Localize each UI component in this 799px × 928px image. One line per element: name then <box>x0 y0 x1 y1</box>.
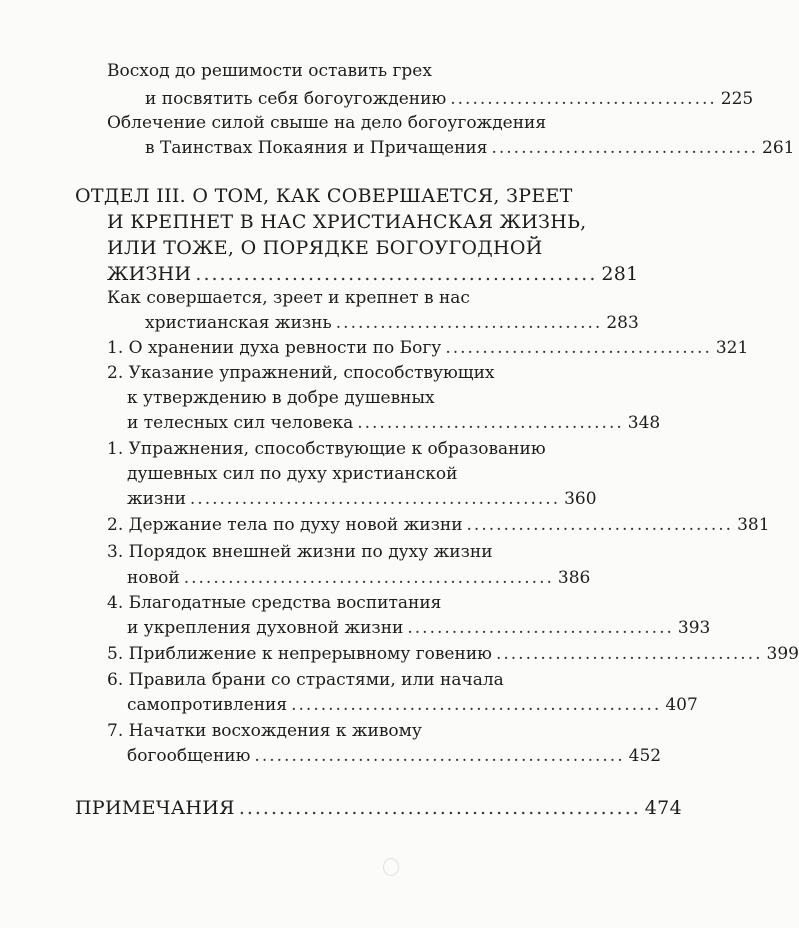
toc-entry-text: 1. О хранении духа ревности по Богу <box>107 338 442 358</box>
toc-page-number: 393 <box>677 618 711 638</box>
page-footer-mark <box>383 858 399 876</box>
toc-entry-line <box>127 742 662 770</box>
toc-entry-text: богообщению <box>127 746 251 766</box>
toc-entry-text: 4. Благодатные средства воспитания <box>107 593 442 613</box>
toc-entry-text: 5. Приближение к непрерывному говению <box>107 644 492 664</box>
toc-entry-text: и посвятить себя богоугождению <box>145 89 447 109</box>
toc-entry-text: Восход до решимости оставить грех <box>107 61 432 81</box>
toc-page-number: 281 <box>601 263 639 285</box>
toc-leader-dots: .................................... <box>495 644 763 664</box>
toc-entry-line <box>107 435 587 463</box>
toc-entry-line <box>127 460 587 488</box>
toc-entry-line <box>107 109 587 137</box>
toc-section-line <box>107 208 587 236</box>
toc-page-number: 474 <box>644 797 682 819</box>
toc-leader-dots: .................................................. <box>189 489 561 509</box>
toc-entry-line <box>107 589 587 617</box>
toc-entry-text: в Таинствах Покаяния и Причащения <box>145 138 488 158</box>
toc-page-number: 348 <box>627 413 661 433</box>
toc-entry-line <box>145 309 639 337</box>
toc-page-number: 452 <box>628 746 662 766</box>
toc-page-number: 283 <box>606 313 639 333</box>
toc-entry-line <box>107 640 799 668</box>
toc-entry-text: к утверждению в добре душевных <box>127 388 435 408</box>
toc-entry-text: христианская жизнь <box>145 313 332 333</box>
toc-section-line <box>75 182 587 210</box>
toc-leader-dots: .................................................. <box>238 797 641 819</box>
toc-entry-text: 7. Начатки восхождения к живому <box>107 721 422 741</box>
toc-section-text: ЖИЗНИ <box>107 263 192 285</box>
toc-page-number: 381 <box>737 515 770 535</box>
toc-entry-text: Облечение силой свыше на дело богоугождения <box>107 113 547 133</box>
toc-page-number: 321 <box>715 338 749 358</box>
toc-entry-line <box>107 57 587 85</box>
toc-leader-dots: .................................................. <box>254 746 625 766</box>
toc-entry-text: 3. Порядок внешней жизни по духу жизни <box>107 542 493 562</box>
toc-page-number: 386 <box>557 568 591 588</box>
toc-section-text: И КРЕПНЕТ В НАС ХРИСТИАНСКАЯ ЖИЗНЬ, <box>107 211 587 233</box>
toc-leader-dots: .................................................. <box>195 263 598 285</box>
toc-leader-dots: .................................... <box>491 138 759 158</box>
toc-entry-line <box>107 359 587 387</box>
toc-entry-line <box>107 717 587 745</box>
toc-leader-dots: .................................... <box>407 618 674 638</box>
toc-entry-text: жизни <box>127 489 186 509</box>
toc-entry-line <box>127 614 711 642</box>
toc-entry-text: 2. Указание упражнений, способствующих <box>107 363 495 383</box>
toc-entry-line <box>107 511 770 539</box>
toc-entry-text: душевных сил по духу христианской <box>127 464 458 484</box>
toc-page-number: 399 <box>766 644 799 664</box>
toc-leader-dots: .................................... <box>450 89 717 109</box>
toc-entry-text: и укрепления духовной жизни <box>127 618 404 638</box>
toc-section-text: ОТДЕЛ III. О ТОМ, КАК СОВЕРШАЕТСЯ, ЗРЕЕТ <box>75 185 573 207</box>
toc-entry-line <box>127 485 597 513</box>
toc-entry-text: 6. Правила брани со страстями, или начала <box>107 670 504 690</box>
toc-section-line <box>75 794 682 822</box>
toc-leader-dots: .................................... <box>357 413 624 433</box>
toc-entry-text: 2. Держание тела по духу новой жизни <box>107 515 463 535</box>
toc-leader-dots: .................................................. <box>291 695 662 715</box>
toc-entry-line <box>127 564 591 592</box>
toc-entry-text: Как совершается, зреет и крепнет в нас <box>107 288 470 308</box>
toc-entry-text: и телесных сил человека <box>127 413 354 433</box>
toc-entry-line <box>107 284 587 312</box>
toc-section-text: ПРИМЕЧАНИЯ <box>75 797 235 819</box>
toc-page-number: 261 <box>762 138 795 158</box>
toc-entry-line <box>107 334 749 362</box>
toc-entry-text: новой <box>127 568 180 588</box>
toc-entry-text: 1. Упражнения, способствующие к образованию <box>107 439 546 459</box>
toc-leader-dots: .................................... <box>466 515 734 535</box>
toc-leader-dots: .................................................. <box>183 568 554 588</box>
toc-entry-line <box>127 409 661 437</box>
toc-entry-line <box>127 384 587 412</box>
toc-entry-line <box>107 538 587 566</box>
toc-entry-text: самопротивления <box>127 695 288 715</box>
toc-page-number: 407 <box>665 695 698 715</box>
toc-section-line <box>107 234 587 262</box>
toc-entry-line <box>145 134 795 162</box>
toc-section-text: ИЛИ ТОЖЕ, О ПОРЯДКЕ БОГОУГОДНОЙ <box>107 237 543 259</box>
toc-entry-line <box>107 666 587 694</box>
toc-entry-line <box>127 691 698 719</box>
toc-page-number: 225 <box>720 89 754 109</box>
toc-leader-dots: .................................... <box>445 338 712 358</box>
toc-page-number: 360 <box>564 489 597 509</box>
toc-leader-dots: .................................... <box>335 313 603 333</box>
